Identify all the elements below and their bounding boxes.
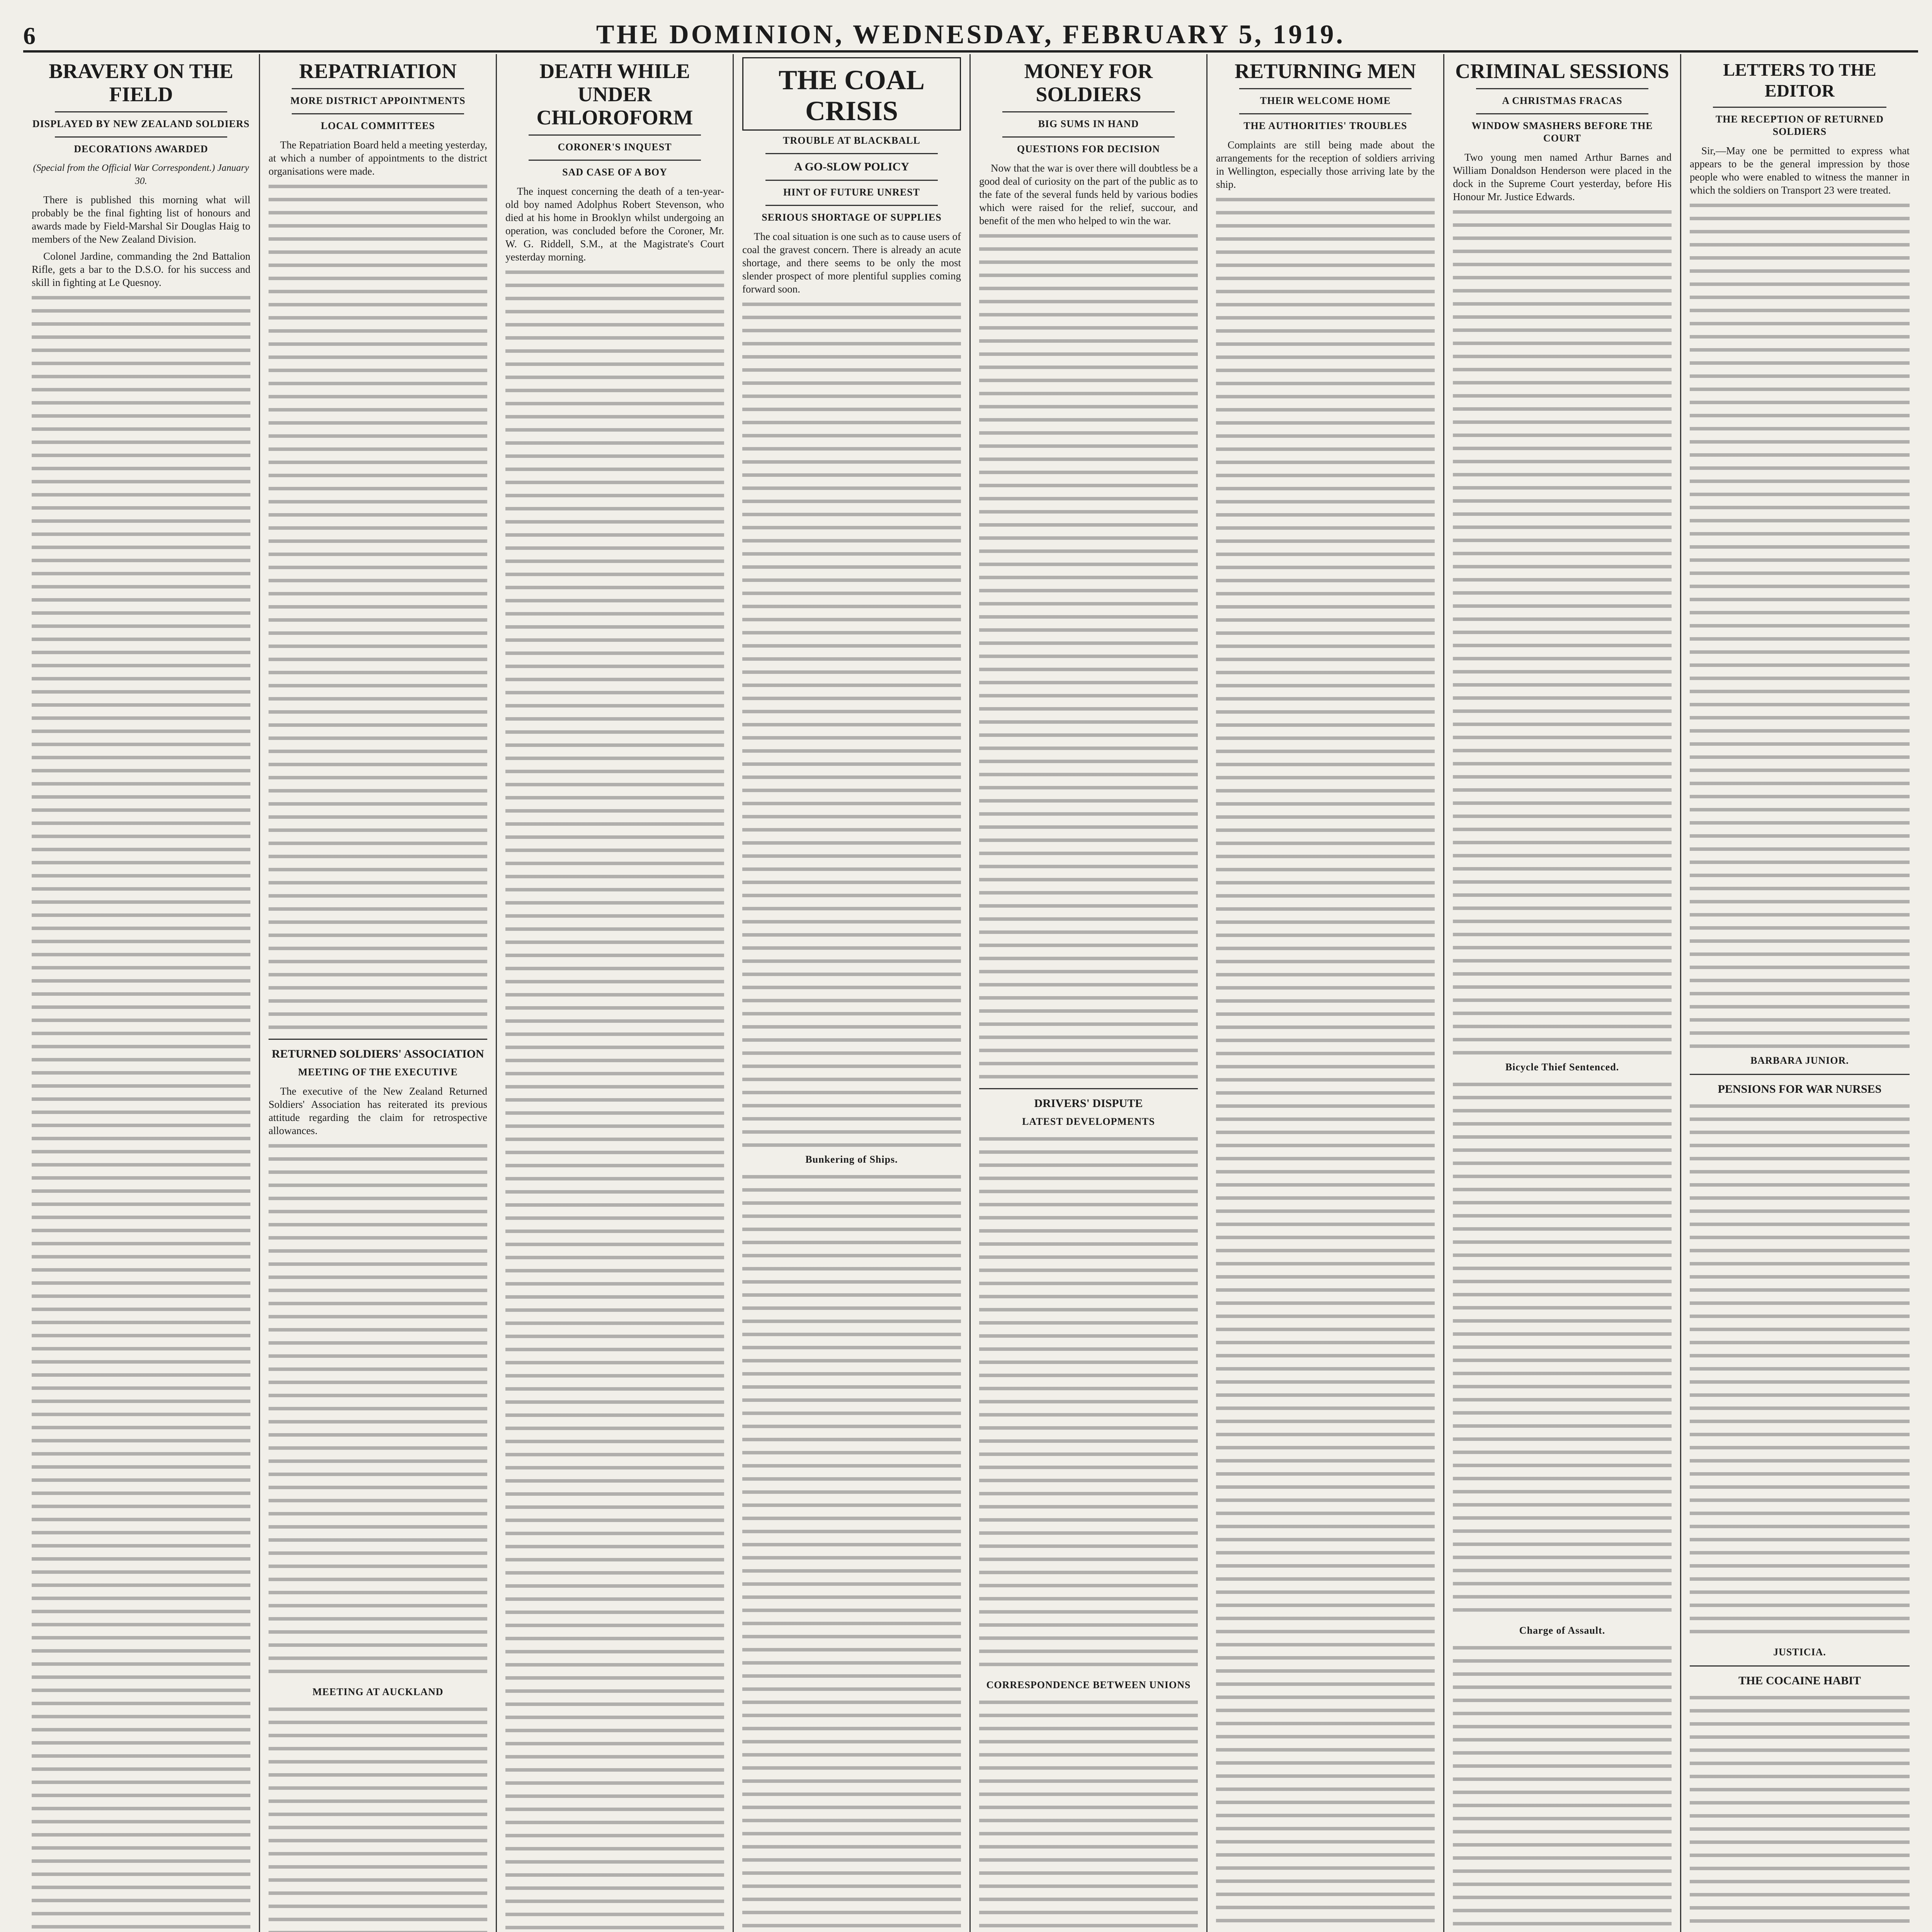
- letter-signature: JUSTICIA.: [1773, 1646, 1826, 1658]
- divider: [1239, 88, 1412, 89]
- subheadline: LATEST DEVELOPMENTS: [1022, 1116, 1155, 1127]
- headline: THE COCAINE HABIT: [1738, 1674, 1861, 1687]
- article-lead: The Repatriation Board held a meeting yesterday, at which a number of appointments to the district organisations were made.: [269, 139, 487, 177]
- subheadline: BIG SUMS IN HAND: [1038, 118, 1139, 129]
- subheadline: MEETING AT AUCKLAND: [312, 1686, 444, 1697]
- subheadline: TROUBLE AT BLACKBALL: [783, 135, 920, 146]
- headline: DEATH WHILE UNDER CHLOROFORM: [536, 60, 693, 129]
- letter-signature: BARBARA JUNIOR.: [1750, 1055, 1849, 1066]
- divider: [55, 111, 227, 112]
- section-heading: SAD CASE OF A BOY: [562, 167, 667, 178]
- article-lead: The executive of the New Zealand Returned Soldiers' Association has reiterated its previous attitude regarding the claim for retrospective allowances.: [269, 1085, 487, 1136]
- article-body-text: [1216, 195, 1435, 1932]
- subheadline: Charge of Assault.: [1519, 1625, 1605, 1636]
- divider: [269, 1039, 487, 1040]
- divider: [292, 113, 464, 114]
- article-lead: Now that the war is over there will doubtless be a good deal of curiosity on the part of the public as to the fate of the several funds held by various bodies which were raised for the relief, succour, and benefit of the men who helped to win the war.: [979, 162, 1198, 226]
- headline: REPATRIATION: [299, 60, 457, 83]
- article-body-text: [32, 293, 250, 1932]
- divider: [765, 205, 938, 206]
- newspaper-title: THE DOMINION, WEDNESDAY, FEBRUARY 5, 1919.: [596, 20, 1345, 49]
- column-8: [1681, 54, 1918, 1932]
- section-heading: LOCAL COMMITTEES: [321, 120, 435, 131]
- article-body-text: [1453, 1080, 1672, 1621]
- headline: CRIMINAL SESSIONS: [1455, 60, 1669, 83]
- article-lead: The inquest concerning the death of a ten-year-old boy named Adolphus Robert Stevenson, who died at his home in Brooklyn whilst undergoing an operation, was concluded before the Coroner, Mr. W. G. Riddell, S.M., at the Magistrate's Court yesterday morning.: [505, 185, 724, 263]
- letter-body-text: [1690, 1693, 1910, 1932]
- article-body-text: [979, 231, 1198, 1081]
- headline: LETTERS TO THE EDITOR: [1723, 60, 1876, 100]
- article-paragraph: Colonel Jardine, commanding the 2nd Battalion Rifle, gets a bar to the D.S.O. for his success and skill in fighting at Le Quesnoy.: [32, 250, 250, 288]
- section-heading: DECORATIONS AWARDED: [74, 143, 208, 155]
- divider: [765, 153, 938, 154]
- article-body-text: [1453, 1643, 1672, 1932]
- headline: THE COAL CRISIS: [742, 57, 961, 131]
- headline: BRAVERY ON THE FIELD: [49, 60, 233, 106]
- divider: [979, 1088, 1198, 1089]
- column-4: [734, 54, 971, 1932]
- article-body-text: [269, 182, 487, 1032]
- article-lead: Two young men named Arthur Barnes and William Donaldson Henderson were placed in the dock in the Supreme Court yesterday, before His Honour Mr. Justice Edwards.: [1453, 151, 1672, 202]
- section-heading: THE AUTHORITIES' TROUBLES: [1243, 120, 1407, 131]
- section-heading: WINDOW SMASHERS BEFORE THE COURT: [1471, 120, 1653, 144]
- headline: MONEY FOR SOLDIERS: [1024, 60, 1153, 106]
- dateline: (Special from the Official War Correspondent.) January 30.: [33, 163, 249, 186]
- divider: [1690, 1074, 1910, 1075]
- divider: [1476, 88, 1648, 89]
- column-5: [971, 54, 1208, 1932]
- article-body-text: [1453, 207, 1672, 1057]
- subheadline: CORRESPONDENCE BETWEEN UNIONS: [986, 1679, 1191, 1690]
- section-heading: A GO-SLOW POLICY: [794, 160, 909, 173]
- article-body-text: [742, 1172, 961, 1932]
- divider: [292, 88, 464, 89]
- article-body-text: [979, 1134, 1198, 1675]
- article-body-text: [979, 1697, 1198, 1932]
- subheadline: MEETING OF THE EXECUTIVE: [298, 1066, 458, 1078]
- article-body-text: [269, 1704, 487, 1932]
- column-6: [1208, 54, 1444, 1932]
- article-body-text: [742, 299, 961, 1150]
- subheadline: CORONER'S INQUEST: [558, 141, 672, 153]
- divider: [1713, 107, 1886, 108]
- column-7: [1444, 54, 1681, 1932]
- headline: RETURNED SOLDIERS' ASSOCIATION: [272, 1048, 484, 1060]
- subheadline: A CHRISTMAS FRACAS: [1502, 95, 1622, 106]
- letter-body-text: [1690, 201, 1910, 1051]
- article-lead: The coal situation is one such as to cause users of coal the gravest concern. There is already an acute shortage, and there seems to be only the most slender prospect of more plentiful supplies coming forward soon.: [742, 231, 961, 295]
- subheadline: DISPLAYED BY NEW ZEALAND SOLDIERS: [32, 118, 250, 129]
- divider: [529, 134, 701, 136]
- letter-text: Sir,—May one be permitted to express what appears to be the general impression by those people who were enabled to witness the manner in which the soldiers on Transport 23 were treated.: [1690, 145, 1910, 196]
- column-3: [497, 54, 734, 1932]
- divider: [1690, 1665, 1910, 1667]
- subheadline: THE RECEPTION OF RETURNED SOLDIERS: [1715, 114, 1884, 137]
- subheadline: HINT OF FUTURE UNREST: [783, 187, 920, 198]
- article-lead: There is published this morning what will probably be the final fighting list of honours and awards made by Field-Marshal Sir Douglas Haig to members of the New Zealand Division.: [32, 194, 250, 245]
- divider: [1239, 113, 1412, 114]
- page-number: 6: [23, 22, 36, 49]
- section-heading: QUESTIONS FOR DECISION: [1017, 143, 1160, 155]
- letter-body-text: [1690, 1101, 1910, 1642]
- headline: RETURNING MEN: [1235, 60, 1416, 83]
- subheadline: Bunkering of Ships.: [805, 1154, 898, 1165]
- divider: [1002, 111, 1175, 112]
- divider: [1002, 136, 1175, 138]
- divider: [1476, 113, 1648, 114]
- section-heading: SERIOUS SHORTAGE OF SUPPLIES: [762, 212, 942, 223]
- masthead: [23, 8, 1918, 53]
- subheadline: MORE DISTRICT APPOINTMENTS: [290, 95, 466, 106]
- column-1: [23, 54, 260, 1932]
- article-body-text: [505, 267, 724, 1932]
- article-body-text: [269, 1141, 487, 1682]
- page-columns: [23, 54, 1918, 1932]
- divider: [55, 136, 227, 138]
- divider: [529, 160, 701, 161]
- divider: [765, 180, 938, 181]
- headline: DRIVERS' DISPUTE: [1034, 1097, 1143, 1110]
- subheadline: THEIR WELCOME HOME: [1260, 95, 1391, 106]
- headline: PENSIONS FOR WAR NURSES: [1718, 1083, 1882, 1095]
- subheadline: Bicycle Thief Sentenced.: [1505, 1061, 1619, 1073]
- article-lead: Complaints are still being made about the arrangements for the reception of soldiers arriving in Wellington, especially those arriving late by the ship.: [1216, 139, 1435, 190]
- column-2: [260, 54, 497, 1932]
